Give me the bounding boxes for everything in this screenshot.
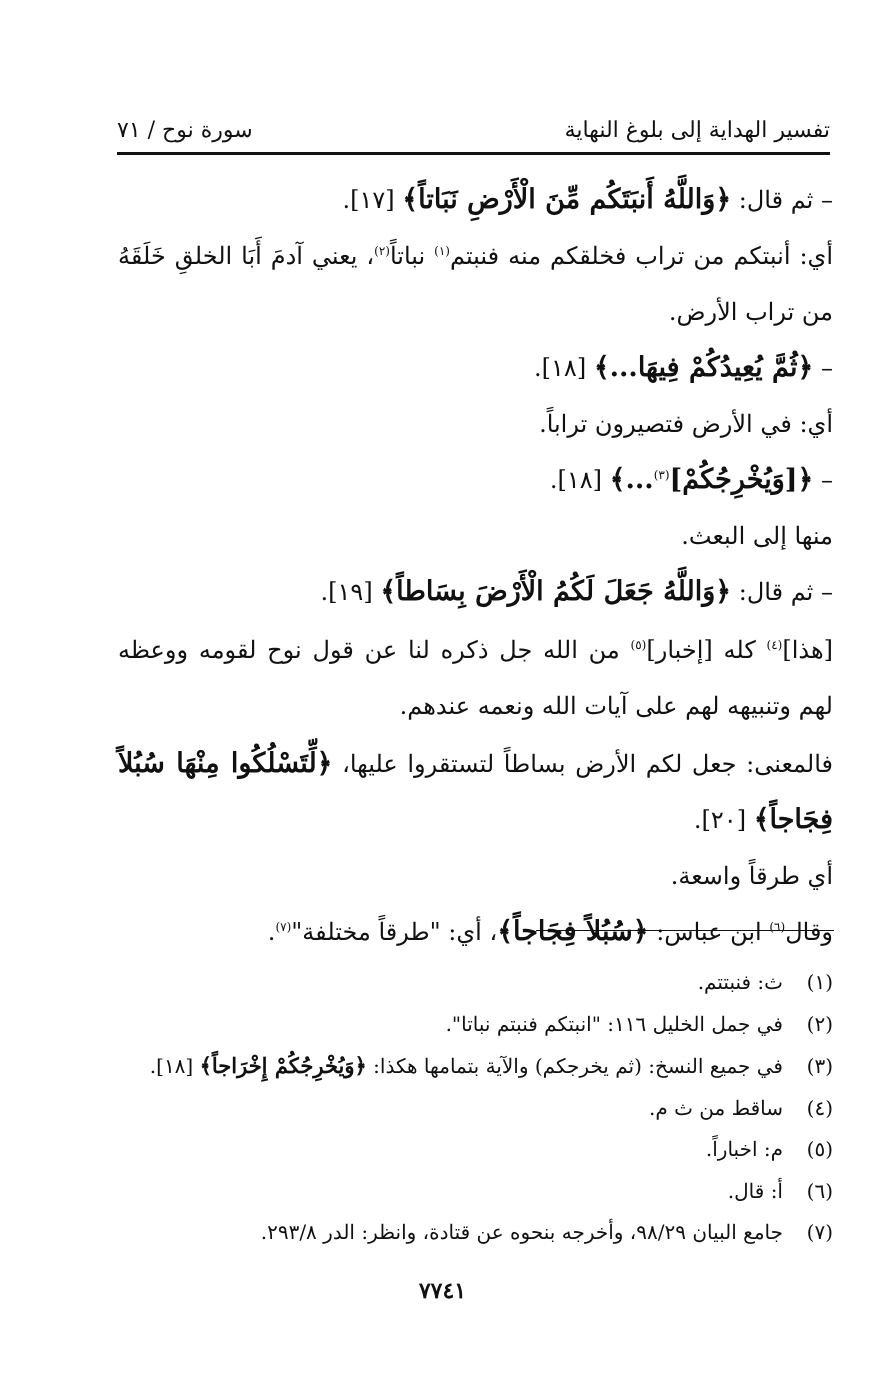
quran-verse: ﴿ثُمَّ يُعِيدُكُمْ فِيهَا...﴾ xyxy=(593,352,814,383)
footnote-number: (٤) xyxy=(806,1095,833,1120)
quran-verse: ﴿وَيُخْرِجُكُمْ إِخْرَاجاً﴾ xyxy=(199,1053,367,1078)
quran-verse: ﴿لِّتَسْلُكُوا مِنْهَا سُبُلاً فِجَاجاً﴾ xyxy=(118,748,833,835)
footnote-ref: (٣) xyxy=(653,468,670,482)
footnote-text: أ: قال. xyxy=(727,1178,783,1203)
page-header xyxy=(117,108,830,152)
tafsir-body xyxy=(118,172,833,960)
footnote-number: (٧) xyxy=(806,1220,833,1244)
footnotes xyxy=(149,962,833,1254)
footnote-ref: (١) xyxy=(434,244,450,258)
footnote-item xyxy=(160,1088,833,1130)
quran-verse: ﴿وَاللَّهُ جَعَلَ لَكُمُ الْأَرْضَ بِسَاطاً﴾ xyxy=(380,576,732,607)
verse-18-line: – ﴿ثُمَّ يُعِيدُكُمْ فِيهَا...﴾ [١٨]. xyxy=(534,352,833,383)
footnote-item xyxy=(160,1004,833,1046)
footnote-text: ساقط من ث م. xyxy=(649,1095,783,1120)
footnote-item xyxy=(149,1045,833,1088)
footnote-text: ث: فنبتتم. xyxy=(697,970,783,994)
footnote-number: (٣) xyxy=(806,1054,833,1078)
quran-verse: ﴿وَاللَّهُ أَنبَتَكُم مِّنَ الْأَرْضِ نَبَاتاً﴾ xyxy=(402,184,732,215)
footnote-divider xyxy=(536,930,834,931)
commentary-paragraph: أي: في الأرض فتصيرون تراباً. xyxy=(539,410,833,438)
footnote-text: في جميع النسخ: (ثم يخرجكم) والآية بتمامها هكذا: ﴿وَيُخْرِجُكُمْ إِخْرَاجاً﴾ [١٨]. xyxy=(149,1053,783,1078)
book-title: تفسير الهداية إلى بلوغ النهاية xyxy=(564,117,830,143)
verse-17-line: – ثم قال: ﴿وَاللَّهُ أَنبَتَكُم مِّنَ الْأَرْضِ نَبَاتاً﴾ [١٧]. xyxy=(342,184,833,215)
footnote-ref: (٦) xyxy=(769,920,786,934)
footnote-text: جامع البيان ٩٨/٢٩، وأخرجه بنحوه عن قتادة، وانظر: الدر ٢٩٣/٨. xyxy=(260,1220,783,1244)
commentary-paragraph: منها إلى البعث. xyxy=(681,522,833,550)
footnote-item xyxy=(160,1129,833,1171)
footnote-number: (٥) xyxy=(806,1137,833,1161)
footnote-ref: (٧) xyxy=(275,920,292,934)
footnote-number: (٦) xyxy=(806,1178,833,1203)
footnote-number: (١) xyxy=(806,970,833,994)
footnote-ref: (٤) xyxy=(766,638,783,652)
commentary-paragraph: وقال$^{(٦)}$ ابن عباس: ﴿سُبُلاً فِجَاجاً﴾، أي: "طرقاً مختلفة"$^{(٧)}$. xyxy=(267,916,833,947)
footnote-item xyxy=(160,1212,833,1254)
footnote-item xyxy=(160,1171,833,1213)
commentary-paragraph: أي طرقاً واسعة. xyxy=(670,862,833,890)
commentary-paragraph: فالمعنى: جعل لكم الأرض بساطاً لتستقروا عليها، ﴿لِّتَسْلُكُوا مِنْهَا سُبُلاً فِجَاجاً﴾ [٢٠]. xyxy=(118,748,833,835)
commentary-paragraph: أي: أنبتكم من تراب فخلقكم منه فنبتم$^{(١)}$ نباتاً$^{(٢)}$، يعني آدمَ أَبَا الخلقِ خَلَقَهُ من تراب الأرض. xyxy=(118,242,834,326)
commentary-paragraph: [هذا]$^{(٤)}$ كله [إخبار]$^{(٥)}$ من الله جل ذكره لنا عن قول نوح لقومه ووعظه لهم وتنبيهه لهم على آيات الله ونعمه عندهم. xyxy=(118,636,833,720)
quran-verse: ﴿سُبُلاً فِجَاجاً﴾ xyxy=(497,916,649,947)
footnote-item xyxy=(160,962,833,1004)
footnote-text: م: اخباراً. xyxy=(705,1137,783,1161)
footnote-number: (٢) xyxy=(806,1011,833,1036)
footnote-text: في جمل الخليل ١١٦: "انبتكم فنبتم نباتا". xyxy=(445,1011,783,1036)
header-divider xyxy=(117,152,830,155)
surah-title: سورة نوح / ٧١ xyxy=(117,117,253,143)
verse-19-line: – ثم قال: ﴿وَاللَّهُ جَعَلَ لَكُمُ الْأَرْضَ بِسَاطاً﴾ [١٩]. xyxy=(320,576,833,607)
footnote-ref: (٢) xyxy=(374,244,390,258)
footnote-ref: (٥) xyxy=(630,638,647,652)
verse-18b-line: – ﴿[وَيُخْرِجُكُمْ]$^{(٣)}$...﴾ [١٨]. xyxy=(549,464,833,495)
quran-verse: ﴿[وَيُخْرِجُكُمْ] xyxy=(669,464,814,495)
page-number: ٧٧٤١ xyxy=(418,1278,467,1304)
